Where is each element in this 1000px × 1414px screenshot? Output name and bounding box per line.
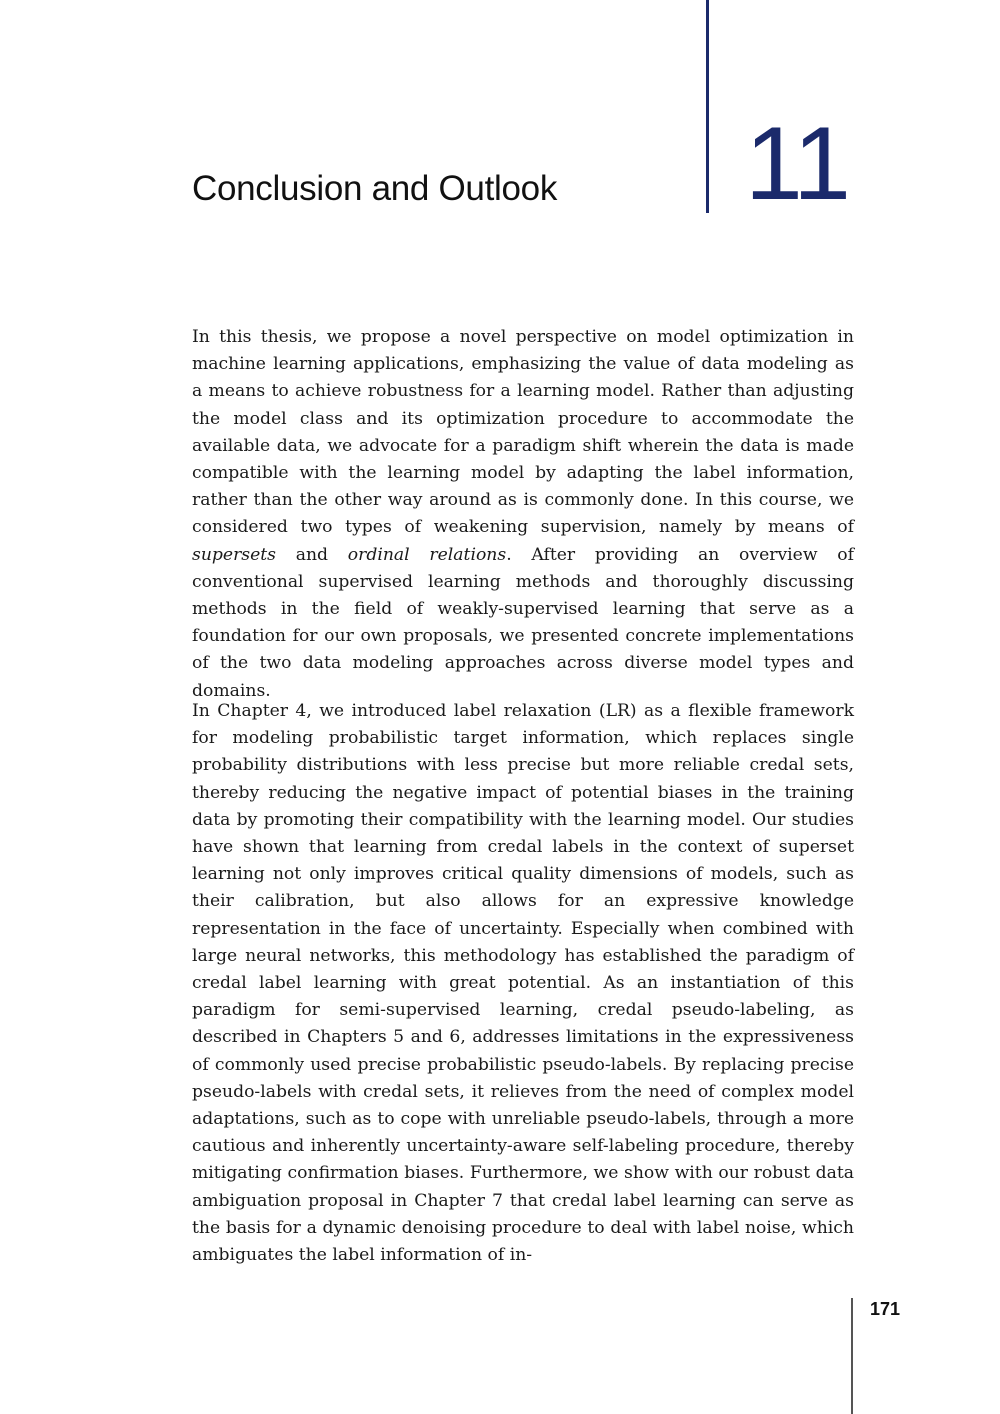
chapter-number: 11	[745, 106, 849, 222]
chapter-title: Conclusion and Outlook	[192, 169, 558, 208]
intro-paragraph	[192, 324, 854, 705]
intro-text-part-2: and	[276, 544, 348, 565]
chapter-rule	[706, 0, 709, 213]
label-relaxation-paragraph: In Chapter 4, we introduced label relaxation (LR) as a flexible framework for modeling probabilistic target information, which replaces single probability distributions with less precise but more reliable credal sets, thereby reducing the negative impact of potential biases in the training data by promoting their compatibility with the learning model. Our studies have shown that learning from credal labels in the context of superset learning not only improves critical quality dimensions of models, such as their calibration, but also allows for an expressive knowledge representation in the face of uncertainty. Especially when combined with large neural networks, this methodology has established the paradigm of credal label learning with great potential. As an instantiation of this paradigm for semi-supervised learning, credal pseudo-labeling, as described in Chapters 5 and 6, addresses limitations in the expressiveness of commonly used precise probabilistic pseudo-labels. By replacing precise pseudo-labels with credal sets, it relieves from the need of complex model adaptations, such as to cope with unreliable pseudo-labels, through a more cautious and inherently uncertainty-aware self-labeling procedure, thereby mitigating confirmation biases. Furthermore, we show with our robust data ambiguation proposal in Chapter 7 that credal label learning can serve as the basis for a dynamic denoising procedure to deal with label noise, which ambiguates the label information of in-	[192, 701, 854, 1266]
intro-text-part-1: In this thesis, we propose a novel perspective on model optimization in machine learning applications, emphasizing the value of data modeling as a means to achieve robustness for a learning model. Rather than adjusting the model class and its optimization procedure to accommodate the available data, we advocate for a paradigm shift wherein the data is made compatible with the learning model by adapting the label information, rather than the other way around as is commonly done. In this course, we considered two types of weakening supervision, namely by means of	[192, 327, 854, 538]
page-number: 171	[870, 1299, 901, 1319]
term-ordinal-relations: ordinal relations	[347, 544, 507, 565]
page-number-rule	[851, 1298, 853, 1414]
intro-text-part-3: . After providing an overview of conventional supervised learning methods and thoroughly discussing methods in the field of weakly-supervised learning that serve as a foundation for our own proposals, we presented concrete implementations of the two data modeling approaches across diverse model types and domains.	[192, 544, 854, 701]
term-supersets: supersets	[192, 544, 276, 565]
